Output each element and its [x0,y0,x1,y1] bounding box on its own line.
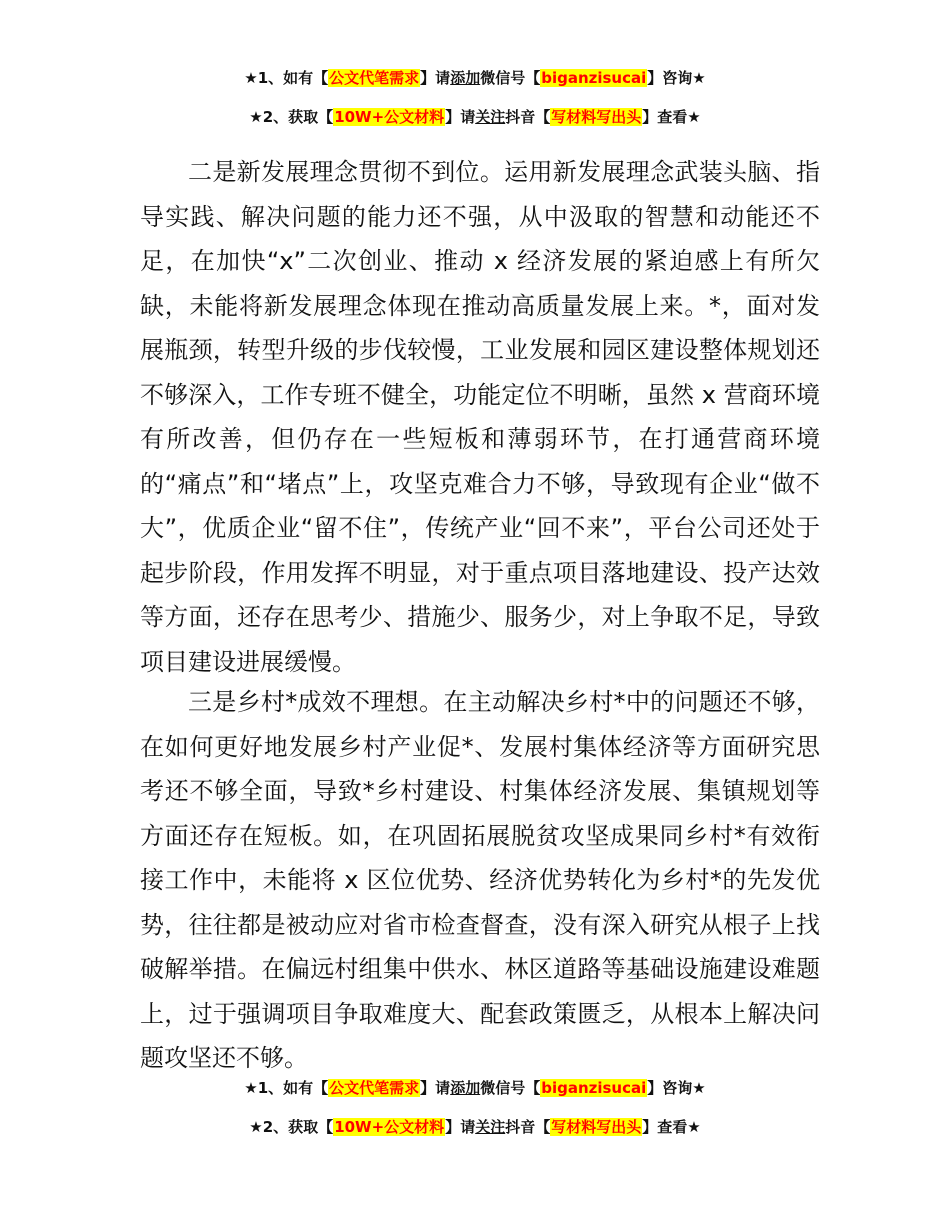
header-line1-prefix: ★1、如有【 [244,69,329,87]
footer-line1-suffix: 】咨询★ [647,1079,706,1097]
footer-promo-line-2 [0,1114,950,1140]
footer-line2-prefix: ★2、获取【 [249,1118,334,1136]
footer-line1-highlight-wechat-id: biganzisucai [541,1079,647,1097]
footer-line1-prefix: ★1、如有【 [244,1079,329,1097]
header-line2-underlined: 关注 [475,108,506,126]
header-line1-highlight-service: 公文代笔需求 [329,69,420,87]
footer-promo-line-1 [0,1075,950,1101]
footer-line2-underlined: 关注 [475,1118,506,1136]
footer-line2-mid2: 抖音【 [505,1118,551,1136]
header-line2-mid1: 】请 [445,108,476,126]
body-paragraph-2: 三是乡村*成效不理想。在主动解决乡村*中的问题还不够，在如何更好地发展乡村产业促*、发展村集体经济等方面研究思考还不够全面，导致*乡村建设、村集体经济发展、集镇规划等方面还存在短板。如，在巩固拓展脱贫攻坚成果同乡村*有效衔接工作中，未能将 x 区位优势、经济优势转化为乡村*的先发优势，往往都是被动应对省市检查督查，没有深入研究从根子上找破解举措。在偏远村组集中供水、林区道路等基础设施建设难题上，过于强调项目争取难度大、配套政策匮乏，从根本上解决问题攻坚还不够。 [140,688,820,1072]
footer-line2-highlight-materials: 10W+公文材料 [334,1118,445,1136]
footer-line1-highlight-service: 公文代笔需求 [329,1079,420,1097]
footer-line2-highlight-douyin: 写材料写出头 [551,1118,642,1136]
header-line2-prefix: ★2、获取【 [249,108,334,126]
header-line2-highlight-douyin: 写材料写出头 [551,108,642,126]
header-line1-underlined: 添加 [450,69,481,87]
footer-line1-mid1: 】请 [420,1079,451,1097]
footer-line2-suffix: 】查看★ [642,1118,701,1136]
header-promo-line-1 [0,65,950,91]
header-line1-mid2: 微信号【 [480,69,541,87]
header-line2-suffix: 】查看★ [642,108,701,126]
body-paragraph-1: 二是新发展理念贯彻不到位。运用新发展理念武装头脑、指导实践、解决问题的能力还不强，从中汲取的智慧和动能还不足，在加快“x”二次创业、推动 x 经济发展的紧迫感上有所欠缺，未能将新发展理念体现在推动高质量发展上来。*，面对发展瓶颈，转型升级的步伐较慢，工业发展和园区建设整体规划还不够深入，工作专班不健全，功能定位不明晰，虽然 x 营商环境有所改善，但仍存在一些短板和薄弱环节，在打通营商环境的“痛点”和“堵点”上，攻坚克难合力不够，导致现有企业“做不大”，优质企业“留不住”，传统产业“回不来”，平台公司还处于起步阶段，作用发挥不明显，对于重点项目落地建设、投产达效等方面，还存在思考少、措施少、服务少，对上争取不足，导致项目建设进展缓慢。 [140,158,820,676]
footer-line1-mid2: 微信号【 [480,1079,541,1097]
header-line2-highlight-materials: 10W+公文材料 [334,108,445,126]
header-promo-line-2 [0,104,950,130]
footer-line1-underlined: 添加 [450,1079,481,1097]
header-line2-mid2: 抖音【 [505,108,551,126]
header-line1-suffix: 】咨询★ [647,69,706,87]
header-line1-mid1: 】请 [420,69,451,87]
header-line1-highlight-wechat-id: biganzisucai [541,69,647,87]
footer-line2-mid1: 】请 [445,1118,476,1136]
